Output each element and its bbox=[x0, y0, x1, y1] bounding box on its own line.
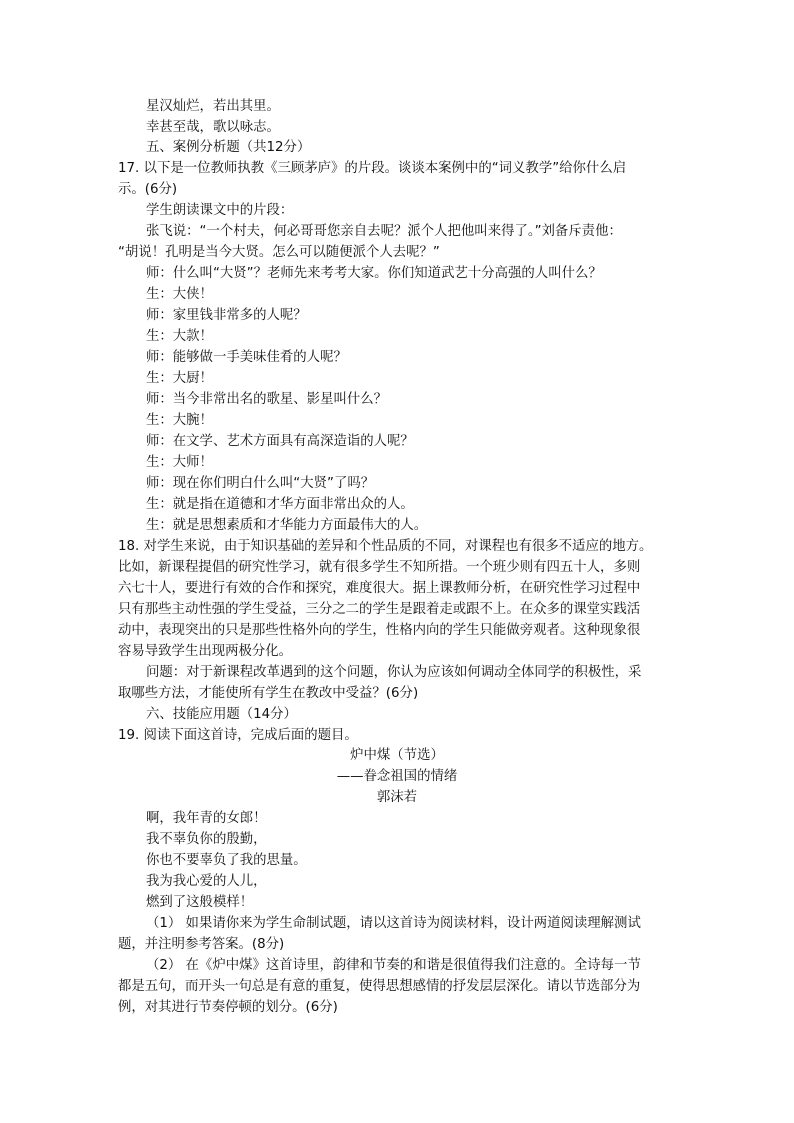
poem-title: 炉中煤（节选） bbox=[350, 748, 444, 763]
poem-line: 星汉灿烂，若出其里。 bbox=[146, 99, 280, 114]
section-heading-6: 六、技能应用题（14分） bbox=[146, 707, 297, 722]
poem-subtitle: ——眷念祖国的情绪 bbox=[336, 769, 458, 784]
dialogue-line: 生：大师！ bbox=[146, 455, 213, 470]
question-17: 17. 以下是一位教师执教《三顾茅庐》的片段。谈谈本案例中的“词义教学”给你什么启 bbox=[118, 161, 627, 176]
question-18-prompt: 问题：对于新课程改革遇到的这个问题，你认为应该如何调动全体同学的积极性，采 bbox=[146, 665, 642, 680]
poem-author: 郭沫若 bbox=[376, 790, 418, 805]
paragraph-line: 比如，新课程提倡的研究性学习，就有很多学生不知所措。一个班少则有四五十人，多则 bbox=[118, 560, 641, 575]
paragraph-line: 取哪些方法，才能使所有学生在教改中受益？(6分) bbox=[118, 686, 419, 701]
poem-line: 我不辜负你的殷勤， bbox=[146, 832, 267, 847]
poem-line: 你也不要辜负了我的思量。 bbox=[146, 853, 307, 868]
dialogue-line: 生：大厨！ bbox=[146, 371, 213, 386]
poem-line: 燃到了这般模样！ bbox=[146, 895, 254, 910]
paragraph-line: 都是五句，而开头一句总是有意的重复，使得思想感情的抒发层层深化。请以节选部分为 bbox=[118, 979, 641, 994]
dialogue-line: 生：就是思想素质和才华能力方面最伟大的人。 bbox=[146, 518, 428, 533]
section-heading-5: 五、案例分析题（共12分） bbox=[146, 140, 311, 155]
dialogue-line: 生：大款！ bbox=[146, 329, 213, 344]
case-text: 张飞说：“一个村夫，何必哥哥您亲自去呢？派个人把他叫来得了。”刘备斥责他： bbox=[146, 224, 622, 239]
paragraph-line: 题，并注明参考答案。(8分) bbox=[118, 937, 285, 952]
poem-line: 幸甚至哉，歌以咏志。 bbox=[146, 120, 280, 135]
paragraph-line: 例，对其进行节奏停顿的划分。(6分) bbox=[118, 1000, 338, 1015]
dialogue-line: 师：当今非常出名的歌星、影星叫什么？ bbox=[146, 392, 388, 407]
paragraph-line: 六七十人，要进行有效的合作和探究，难度很大。据上课教师分析，在研究性学习过程中 bbox=[118, 581, 641, 596]
dialogue-line: 生：就是指在道德和才华方面非常出众的人。 bbox=[146, 497, 414, 512]
dialogue-line: 师：在文学、艺术方面具有高深造诣的人呢？ bbox=[146, 434, 414, 449]
question-19: 19. 阅读下面这首诗，完成后面的题目。 bbox=[118, 728, 358, 743]
question-18: 18. 对学生来说，由于知识基础的差异和个性品质的不同，对课程也有很多不适应的地方。 bbox=[118, 539, 653, 554]
poem-line: 我为我心爱的人儿， bbox=[146, 874, 267, 889]
dialogue-line: 生：大腕！ bbox=[146, 413, 213, 428]
sub-question-1: （1） 如果请你来为学生命制试题，请以这首诗为阅读材料，设计两道阅读理解测试 bbox=[146, 916, 641, 931]
poem-line: 啊，我年青的女郎！ bbox=[146, 811, 267, 826]
case-intro: 学生朗读课文中的片段： bbox=[146, 203, 294, 218]
dialogue-line: 师：能够做一手美味佳肴的人呢？ bbox=[146, 350, 347, 365]
paragraph-line: 只有那些主动性强的学生受益，三分之二的学生是跟着走或跟不上。在众多的课堂实践活 bbox=[118, 602, 641, 617]
paragraph-line: 动中，表现突出的只是那些性格外向的学生，性格内向的学生只能做旁观者。这种现象很 bbox=[118, 623, 641, 638]
dialogue-line: 师：现在你们明白什么叫“大贤”了吗？ bbox=[146, 476, 375, 491]
case-text: “胡说！孔明是当今大贤。怎么可以随便派个人去呢？” bbox=[118, 245, 440, 260]
sub-question-2: （2） 在《炉中煤》这首诗里，韵律和节奏的和谐是很值得我们注意的。全诗每一节 bbox=[146, 958, 641, 973]
paragraph-line: 容易导致学生出现两极分化。 bbox=[118, 644, 293, 659]
dialogue-line: 师：什么叫“大贤”？老师先来考考大家。你们知道武艺十分高强的人叫什么？ bbox=[146, 266, 602, 281]
dialogue-line: 生：大侠！ bbox=[146, 287, 213, 302]
question-17-cont: 示。(6分) bbox=[118, 182, 178, 197]
dialogue-line: 师：家里钱非常多的人呢？ bbox=[146, 308, 307, 323]
